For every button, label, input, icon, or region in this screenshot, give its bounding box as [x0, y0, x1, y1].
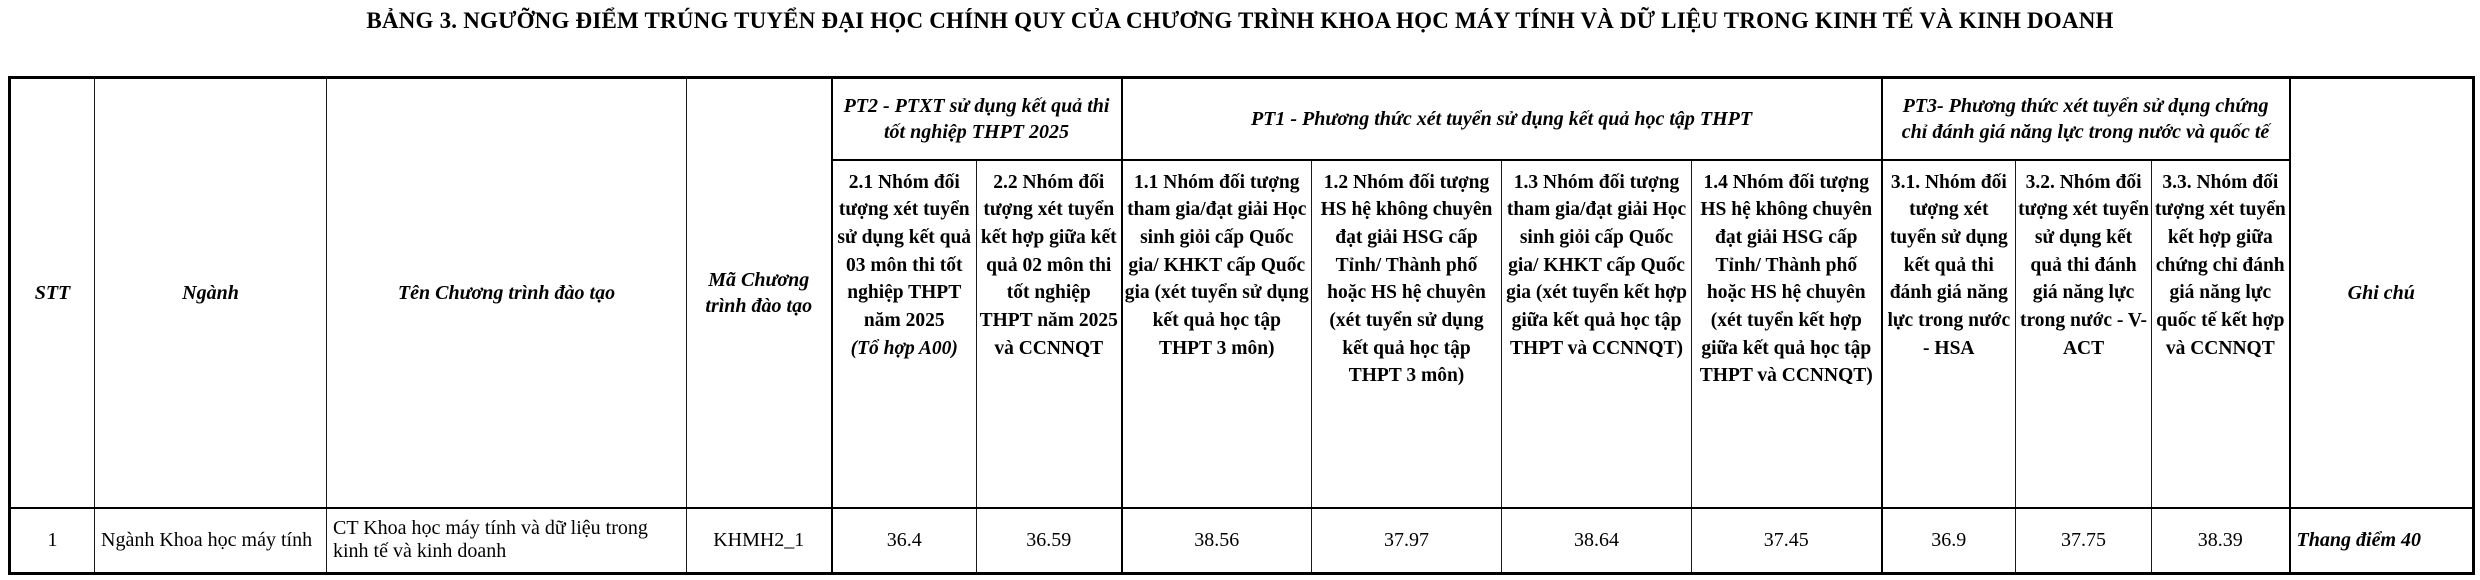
score-cell-1-2: 37.97	[1312, 508, 1502, 574]
sub-header-1-3: 1.3 Nhóm đối tượng tham gia/đạt giải Học sinh giỏi cấp Quốc gia/ KHKT cấp Quốc gia (xét tuyển kết hợp giữa kết quả học tập THPT và CCNNQT)	[1502, 160, 1692, 508]
group-header-pt2: PT2 - PTXT sử dụng kết quả thi tốt nghiệp THPT 2025	[832, 78, 1122, 160]
score-cell-1-3: 38.64	[1502, 508, 1692, 574]
sub-header-2-1	[832, 160, 977, 508]
sub-header-2-1-note: (Tổ hợp A00)	[850, 337, 958, 359]
sub-header-1-1: 1.1 Nhóm đối tượng tham gia/đạt giải Học sinh giỏi cấp Quốc gia/ KHKT cấp Quốc gia (xét tuyển sử dụng kết quả học tập THPT 3 môn)	[1122, 160, 1312, 508]
col-header-ma-chuong-trinh: Mã Chương trình đào tạo	[687, 78, 832, 508]
cell-ghi-chu: Thang điểm 40	[2290, 508, 2474, 574]
sub-header-2-1-text: 2.1 Nhóm đối tượng xét tuyển sử dụng kết quả 03 môn thi tốt nghiệp THPT năm 2025	[837, 171, 972, 331]
score-cell-2-2: 36.59	[977, 508, 1122, 574]
cell-nganh: Ngành Khoa học máy tính	[95, 508, 327, 574]
score-cell-1-4: 37.45	[1692, 508, 1882, 574]
group-header-pt3: PT3- Phương thức xét tuyển sử dụng chứng chỉ đánh giá năng lực trong nước và quốc tế	[1882, 78, 2290, 160]
sub-header-1-4: 1.4 Nhóm đối tượng HS hệ không chuyên đạt giải HSG cấp Tỉnh/ Thành phố hoặc HS hệ chuyên (xét tuyển kết hợp giữa kết quả học tập THPT và CCNNQT)	[1692, 160, 1882, 508]
score-cell-3-1: 36.9	[1882, 508, 2016, 574]
group-header-row	[10, 78, 2474, 160]
col-header-stt: STT	[10, 78, 95, 508]
sub-header-1-2: 1.2 Nhóm đối tượng HS hệ không chuyên đạt giải HSG cấp Tỉnh/ Thành phố hoặc HS hệ chuyên (xét tuyển sử dụng kết quả học tập THPT 3 môn)	[1312, 160, 1502, 508]
cell-stt: 1	[10, 508, 95, 574]
col-header-ten-chuong-trinh: Tên Chương trình đào tạo	[327, 78, 687, 508]
score-cell-3-2: 37.75	[2016, 508, 2152, 574]
col-header-ghi-chu: Ghi chú	[2290, 78, 2474, 508]
table-row	[10, 508, 2474, 574]
cell-ten-chuong-trinh: CT Khoa học máy tính và dữ liệu trong kinh tế và kinh doanh	[327, 508, 687, 574]
score-cell-1-1: 38.56	[1122, 508, 1312, 574]
admission-score-table	[8, 76, 2475, 575]
sub-header-3-3: 3.3. Nhóm đối tượng xét tuyển kết hợp giữa chứng chỉ đánh giá năng lực quốc tế kết hợp và CCNNQT	[2152, 160, 2290, 508]
score-cell-3-3: 38.39	[2152, 508, 2290, 574]
sub-header-2-2: 2.2 Nhóm đối tượng xét tuyển kết hợp giữa kết quả 02 môn thi tốt nghiệp THPT năm 2025 và CCNNQT	[977, 160, 1122, 508]
sub-header-3-1: 3.1. Nhóm đối tượng xét tuyển sử dụng kết quả thi đánh giá năng lực trong nước - HSA	[1882, 160, 2016, 508]
group-header-pt1: PT1 - Phương thức xét tuyển sử dụng kết quả học tập THPT	[1122, 78, 1882, 160]
score-cell-2-1: 36.4	[832, 508, 977, 574]
sub-header-3-2: 3.2. Nhóm đối tượng xét tuyển sử dụng kết quả thi đánh giá năng lực trong nước - V-ACT	[2016, 160, 2152, 508]
col-header-nganh: Ngành	[95, 78, 327, 508]
page-title: BẢNG 3. NGƯỠNG ĐIỂM TRÚNG TUYỂN ĐẠI HỌC CHÍNH QUY CỦA CHƯƠNG TRÌNH KHOA HỌC MÁY TÍNH VÀ DỮ LIỆU TRONG KINH TẾ VÀ KINH DOANH	[366, 8, 2114, 33]
cell-ma-chuong-trinh: KHMH2_1	[687, 508, 832, 574]
